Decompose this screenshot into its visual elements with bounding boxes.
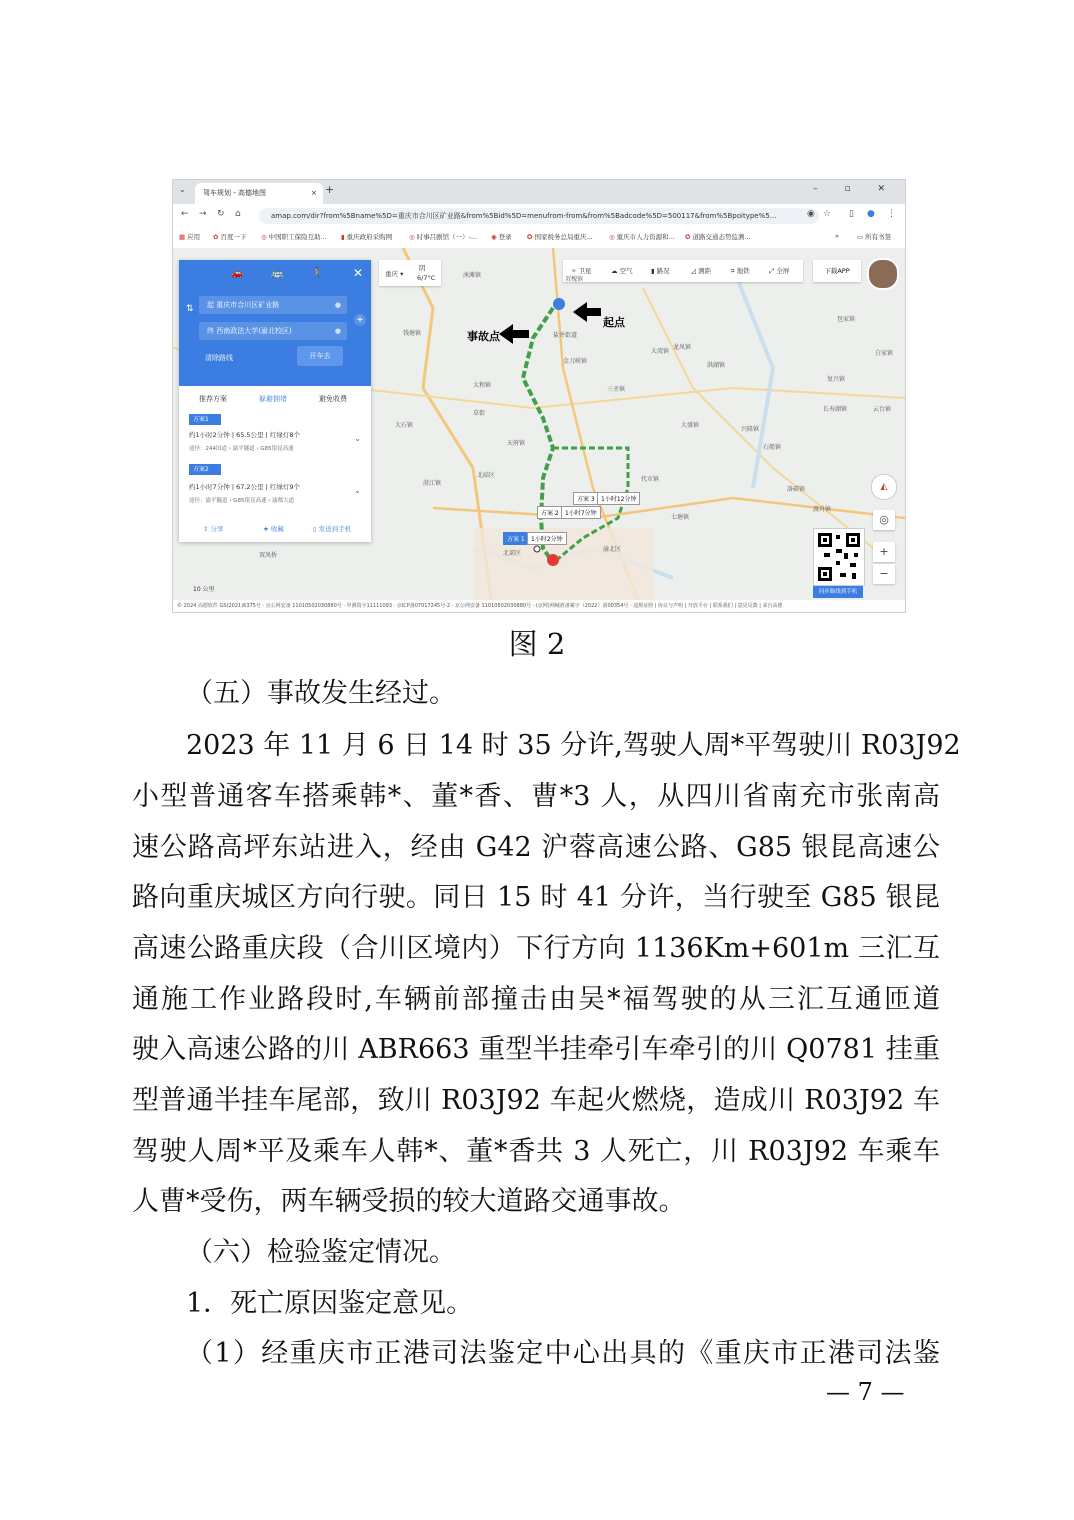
weather-temp: 6/7°C [417, 274, 436, 282]
place-label: 白家镇 [875, 350, 894, 357]
paragraph-line: 高速公路重庆段（合川区境内）下行方向 1136Km+601m 三汇互 [132, 933, 940, 964]
home-icon[interactable]: ⌂ [235, 209, 241, 219]
bookmark-item[interactable]: ▮ 重庆政府采购网 [341, 233, 393, 241]
place-label: 七塘镇 [671, 514, 690, 521]
tab-close-icon[interactable]: × [311, 189, 317, 197]
traffic-icon: ▮ [651, 267, 657, 275]
place-label: 洛碛镇 [787, 486, 806, 493]
profile-icon[interactable]: ● [867, 209, 875, 219]
compass-icon[interactable]: ◭ [871, 474, 897, 500]
start-point-label: 起点 [603, 316, 625, 329]
section-heading: （五）事故发生经过。 [186, 678, 456, 709]
reload-icon[interactable]: ↻ [217, 209, 225, 219]
air-button[interactable]: ☁ 空气 [611, 267, 633, 275]
new-tab-button[interactable]: + [325, 183, 335, 196]
place-label: 盐井街道 [553, 332, 578, 339]
sync-to-phone-button[interactable]: 同步路线到手机 [813, 586, 863, 598]
bookmark-item[interactable]: ▦ 应用 [179, 233, 201, 241]
route-time-plan2[interactable]: 1小时7分钟 [561, 506, 601, 519]
plan-badge: 方案2 [189, 464, 221, 475]
drive-button[interactable]: 开车去 [297, 346, 343, 366]
paragraph-line: 驶入高速公路的川 ABR663 重型半挂牵引车牵引的川 Q0781 挂重 [132, 1034, 940, 1065]
place-label: 北碚区 [477, 472, 496, 479]
place-label: 双凤桥 [259, 552, 278, 559]
bookmark-item[interactable]: ✪ 国家税务总局重庆... [527, 233, 593, 241]
share-icon: ⇪ [203, 525, 211, 533]
bookmark-item[interactable]: ◎ 时事吕剧馆（一）-... [409, 233, 478, 241]
place-label: 钱塘镇 [403, 330, 422, 337]
page-number: — 7 — [826, 1378, 905, 1406]
route-panel-header [179, 260, 371, 386]
chevron-down-icon[interactable]: ⌄ [354, 486, 361, 495]
favorite-button[interactable]: ★ 收藏 [263, 525, 284, 533]
paragraph-line: 速公路高坪东站进入，经由 G42 沪蓉高速公路、G85 银昆高速公 [132, 832, 940, 863]
place-label: 云台镇 [873, 406, 892, 413]
bookmarks-bar [173, 228, 905, 249]
paragraph-line: 小型普通客车搭乘韩*、董*香、曹*3 人，从四川省南充市张南高 [132, 781, 940, 812]
place-label: 天府镇 [507, 440, 526, 447]
route-panel [179, 260, 371, 542]
bookmark-item[interactable]: ◎ 重庆市人力资源和... [609, 233, 675, 241]
accident-point-label: 事故点 [467, 330, 500, 343]
paragraph-line: 型普通半挂车尾部，致川 R03J92 车起火燃烧，造成川 R03J92 车 [132, 1085, 940, 1116]
place-label: 龙凤镇 [673, 344, 692, 351]
globe-icon: ◎ [609, 233, 615, 241]
place-label: 草街 [473, 410, 486, 417]
phone-icon: ▯ [313, 525, 319, 533]
list-item: 1．死亡原因鉴定意见。 [186, 1288, 474, 1319]
add-waypoint-icon[interactable]: + [354, 314, 366, 326]
tab-search-icon[interactable]: ⌄ [179, 185, 186, 194]
swap-icon[interactable]: ⇅ [186, 304, 194, 314]
apps-icon: ▦ [179, 233, 186, 241]
browser-tab[interactable] [195, 183, 323, 204]
place-label: 太和镇 [473, 382, 492, 389]
close-icon[interactable]: ✕ [352, 266, 363, 280]
star-icon: ★ [263, 525, 271, 533]
place-label: 涞滩镇 [463, 272, 482, 279]
avatar[interactable] [867, 258, 899, 290]
ruler-icon: ◿ [691, 267, 699, 275]
place-label: 包家镇 [837, 316, 856, 323]
route-time-plan3[interactable]: 1小时12分钟 [597, 492, 640, 505]
place-label: 长寿湖镇 [823, 406, 848, 413]
walk-icon[interactable]: 🚶 [311, 268, 324, 279]
paragraph-line: 路向重庆城区方向行驶。同日 15 时 41 分许，当行驶至 G85 银昆 [132, 882, 940, 913]
download-app-button[interactable]: 下载APP [813, 260, 861, 282]
paragraph-line: 2023 年 11 月 6 日 14 时 35 分许,驾驶人周*平驾驶川 R03J92 [186, 730, 961, 761]
bookmark-folder[interactable]: ▭ 所有书签 [857, 233, 892, 241]
address-bar-row [173, 204, 905, 229]
clear-icon: ● [334, 327, 341, 335]
qr-code-icon [813, 528, 865, 586]
plan-summary[interactable]: 约1小时2分钟 | 65.5公里 | 红绿灯8个 [189, 431, 301, 439]
zoom-in-button[interactable]: + [873, 542, 895, 562]
route-label-plan2[interactable]: 方案 2 [537, 506, 563, 519]
emblem-icon: ✪ [685, 233, 691, 241]
subway-icon: ⌗ [731, 267, 737, 275]
place-label: 大石镇 [395, 422, 414, 429]
place-label: 大盛镇 [681, 422, 700, 429]
map-toolbar [563, 260, 803, 282]
location-icon[interactable]: ◉ [807, 209, 815, 219]
route-label-plan1[interactable]: 方案 1 [503, 532, 529, 545]
place-label: 北部区 [503, 550, 522, 557]
map-canvas[interactable] [173, 248, 905, 612]
traffic-button[interactable]: ▮ 路况 [651, 267, 670, 275]
sidepanel-icon[interactable]: ▯ [849, 209, 854, 219]
locate-icon[interactable]: ◎ [873, 510, 895, 530]
tab-avoid-toll[interactable]: 避免收费 [319, 395, 347, 403]
chevron-down-icon[interactable]: ⌄ [354, 434, 361, 443]
bookmarks-more[interactable]: » [835, 232, 839, 240]
place-label: 渝北区 [603, 546, 622, 553]
fullscreen-icon: ⤢ [769, 267, 777, 275]
place-label: 渡舟镇 [813, 506, 832, 513]
paragraph-line: 驾驶人周*平及乘车人韩*、董*香共 3 人死亡，川 R03J92 车乘车 [132, 1136, 940, 1167]
place-label: 兴隆镇 [741, 426, 760, 433]
forward-icon[interactable]: → [199, 209, 207, 219]
globe-icon: ◎ [261, 233, 267, 241]
route-label-plan3[interactable]: 方案 3 [573, 492, 599, 505]
url-field[interactable]: amap.com/dir?from%5Bname%5D=重庆市合川区矿业路&from%5Bid%5D=menufrom-from&from%5Badcode%5D=500117&from%5Bpoitype%5... [259, 208, 819, 224]
paragraph-line: 人曹*受伤，两车辆受损的较大道路交通事故。 [132, 1186, 686, 1217]
clear-icon: ● [334, 301, 341, 309]
window-controls[interactable]: – ▫ ✕ [813, 184, 897, 194]
section-heading: （六）检验鉴定情况。 [186, 1237, 456, 1268]
bookmark-item[interactable]: ✿ 百度一下 [213, 233, 247, 241]
plan-badge: 方案1 [189, 414, 221, 425]
place-label: 三圣镇 [607, 386, 626, 393]
paragraph-line: 通施工作业路段时,车辆前部撞击由吴*福驾驶的从三汇互通匝道 [132, 984, 940, 1015]
place-label: 双槐镇 [565, 276, 584, 283]
tab-title: 驾车规划 - 高德地图 [203, 189, 266, 197]
map-scale: 10 公里 [193, 586, 215, 593]
plan-summary[interactable]: 约1小时7分钟 | 67.2公里 | 红绿灯9个 [189, 483, 301, 491]
clear-route-button[interactable]: 清除路线 [205, 354, 233, 362]
bookmark-item[interactable]: ◎ 中国职工保险互助... [261, 233, 327, 241]
weather-city: 重庆 ▾ [385, 270, 404, 278]
weather-cond: 阴 [419, 264, 426, 272]
place-label: 复兴镇 [827, 376, 846, 383]
figure-caption: 图 2 [508, 627, 566, 661]
tab-recommended[interactable]: 推荐方案 [199, 395, 227, 403]
air-icon: ☁ [611, 267, 620, 275]
start-field[interactable]: 起 重庆市合川区矿业路 ● [199, 296, 347, 314]
globe-icon: ◎ [409, 233, 415, 241]
fullscreen-button[interactable]: ⤢ 全屏 [769, 267, 790, 275]
place-label: 金刀峡镇 [563, 358, 588, 365]
star-icon[interactable]: ☆ [823, 209, 832, 219]
share-button[interactable]: ⇪ 分享 [203, 525, 224, 533]
browser-tab-bar [173, 180, 905, 204]
measure-button[interactable]: ◿ 测距 [691, 267, 712, 275]
emblem-icon: ✪ [527, 233, 533, 241]
map-screenshot [172, 179, 906, 613]
tab-avoid-congestion[interactable]: 躲避拥堵 [259, 395, 287, 403]
site-icon: ◉ [491, 233, 497, 241]
list-item: （1）经重庆市正港司法鉴定中心出具的《重庆市正港司法鉴 [186, 1338, 940, 1369]
menu-icon[interactable]: ⋮ [887, 209, 896, 219]
satellite-icon: ✧ [571, 267, 579, 275]
bookmark-item[interactable]: ◉ 登录 [491, 233, 512, 241]
paw-icon: ✿ [213, 233, 219, 241]
car-icon[interactable]: 🚗 [231, 268, 244, 279]
bus-icon[interactable]: 🚌 [271, 268, 284, 279]
plan-via: 途径：244国道 › 渝平隧道 › G85银昆高速 [189, 446, 294, 452]
send-to-phone-button[interactable]: ▯ 发送到手机 [313, 525, 352, 533]
place-label: 石船镇 [763, 444, 782, 451]
place-label: 大湾镇 [651, 348, 670, 355]
folder-icon: ▭ [857, 233, 864, 241]
bookmark-item[interactable]: ✪ 道路交通态势监测... [685, 233, 751, 241]
place-label: 代市镇 [641, 476, 660, 483]
zoom-out-button[interactable]: − [873, 564, 895, 584]
place-label: 澄江镇 [423, 480, 442, 487]
subway-button[interactable]: ⌗ 地铁 [731, 267, 750, 275]
plan-via: 途径：渝平隧道 › G85银昆高速 › 渝都大道 [189, 498, 295, 504]
back-icon[interactable]: ← [181, 209, 189, 219]
place-label: 洪湖镇 [707, 362, 726, 369]
route-time-plan1[interactable]: 1小时2分钟 [527, 532, 567, 545]
end-field[interactable]: 终 西南政法大学(渝北校区) ● [199, 322, 347, 340]
map-copyright: © 2024 高德软件 GS(2021)6375号 · 京公网安备 11010502030880号 · 甲测资字11111093 · 京ICP备07017245号-2 · 京公网安备 11010502030880号 · (京网)网械准备案字（2022）第00354号 · 违规证照 | 协议与声明 | 开放平台 | 联系我们 | 意见反馈 | 来自高德 [173, 600, 905, 612]
weather-widget[interactable] [379, 260, 441, 286]
site-icon: ▮ [341, 233, 345, 241]
satellite-button[interactable]: ✧ 卫星 [571, 267, 592, 275]
